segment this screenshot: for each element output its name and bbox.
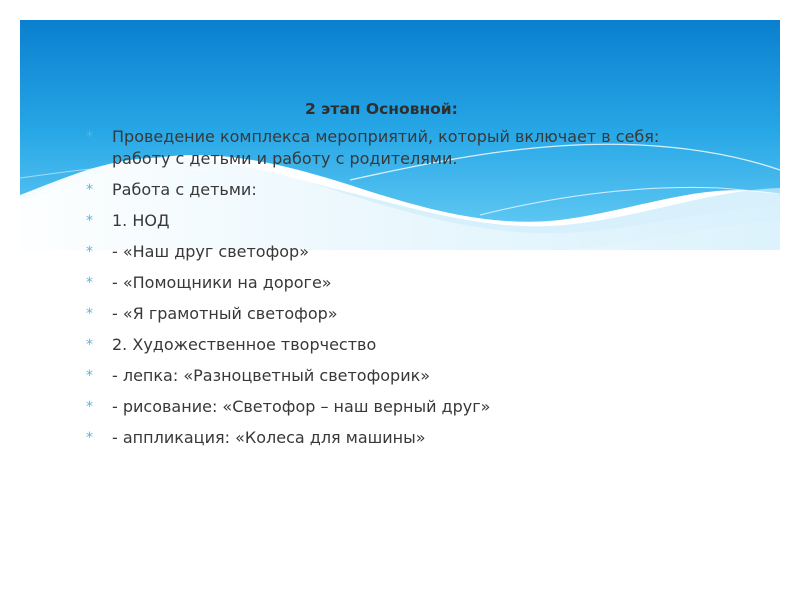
slide [20,20,780,580]
bullet-star-icon: * [86,399,93,415]
bullet-list [80,126,720,449]
bullet-text: - «Наш друг светофор» [112,242,309,261]
bullet-text: 1. НОД [112,211,170,230]
bullet-text: - аппликация: «Колеса для машины» [112,428,426,447]
bullet-item [80,272,720,294]
bullet-star-icon: * [86,430,93,446]
bullet-item [80,179,720,201]
bullet-text: 2. Художественное творчество [112,335,377,354]
bullet-text: - «Я грамотный светофор» [112,304,338,323]
bullet-text: - «Помощники на дороге» [112,273,332,292]
bullet-star-icon: * [86,306,93,322]
slide-title: 2 этап Основной: [305,100,458,118]
bullet-item [80,334,720,356]
bullet-star-icon: * [86,213,93,229]
bullet-text: Проведение комплекса мероприятий, который включает в себя: работу с детьми и работу с родителями. [112,127,660,168]
bullet-star-icon: * [86,129,93,145]
bullet-star-icon: * [86,275,93,291]
bullet-item [80,241,720,263]
bullet-text: - лепка: «Разноцветный светофорик» [112,366,431,385]
bullet-item [80,365,720,387]
bullet-star-icon: * [86,337,93,353]
slide-content [80,98,720,458]
bullet-text: Работа с детьми: [112,180,257,199]
bullet-star-icon: * [86,182,93,198]
bullet-item [80,210,720,232]
bullet-text: - рисование: «Светофор – наш верный друг» [112,397,491,416]
bullet-star-icon: * [86,368,93,384]
bullet-item [80,303,720,325]
bullet-item [80,126,720,170]
bullet-item [80,396,720,418]
bullet-star-icon: * [86,244,93,260]
bullet-item [80,427,720,449]
